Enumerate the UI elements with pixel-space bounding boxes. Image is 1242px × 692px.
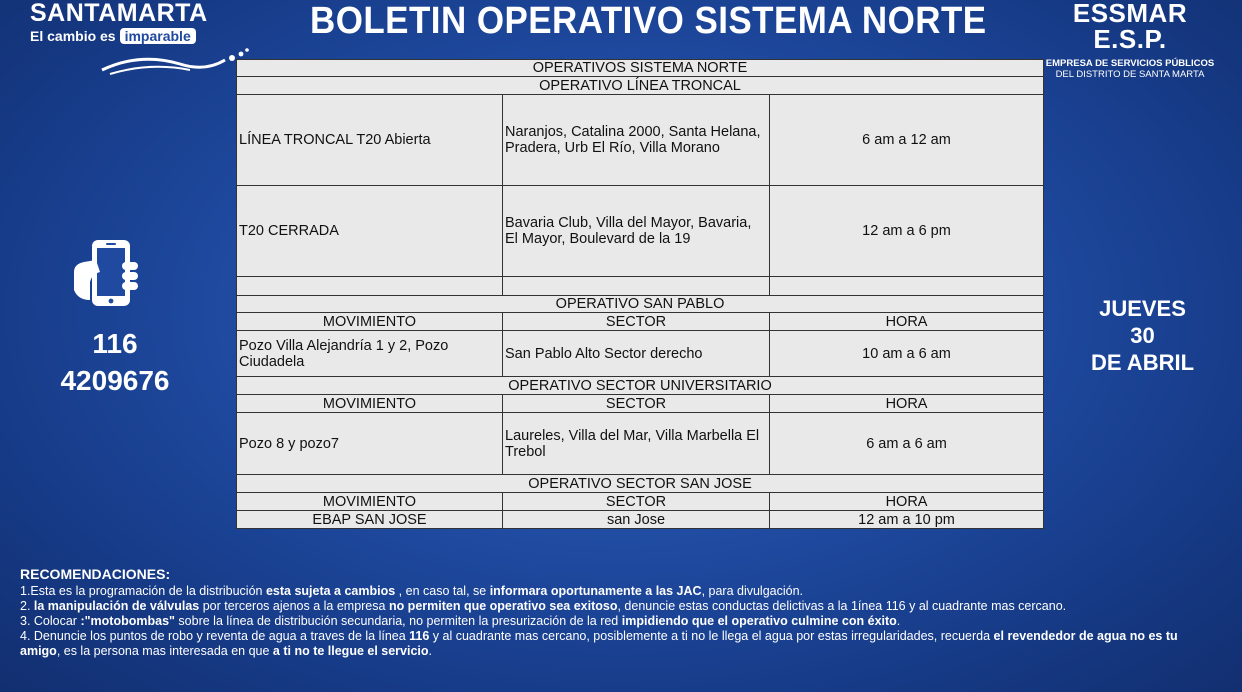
col-header-hora: HORA bbox=[770, 313, 1044, 331]
column-header-row bbox=[237, 493, 1044, 511]
col-header-sector: SECTOR bbox=[503, 493, 770, 511]
rec-text: 1.Esta es la programación de la distribución bbox=[20, 584, 266, 598]
section-title-universitario: OPERATIVO SECTOR UNIVERSITARIO bbox=[237, 377, 1044, 395]
rec-text: 3. Colocar bbox=[20, 614, 81, 628]
recommendation-item bbox=[20, 599, 1220, 614]
rec-emphasis: 116 bbox=[409, 629, 430, 643]
operations-table bbox=[236, 59, 1044, 529]
column-header-row bbox=[237, 313, 1044, 331]
movimiento-cell: T20 CERRADA bbox=[237, 186, 503, 277]
empty-cell bbox=[237, 277, 503, 296]
sector-cell: Naranjos, Catalina 2000, Santa Helana, Pradera, Urb El Río, Villa Morano bbox=[503, 95, 770, 186]
col-header-hora: HORA bbox=[770, 493, 1044, 511]
column-header-row bbox=[237, 395, 1044, 413]
col-header-movimiento: MOVIMIENTO bbox=[237, 493, 503, 511]
movimiento-cell: Pozo 8 y pozo7 bbox=[237, 413, 503, 475]
hora-cell: 6 am a 12 am bbox=[770, 95, 1044, 186]
rec-text: 2. bbox=[20, 599, 34, 613]
recommendations bbox=[20, 567, 1220, 659]
hora-cell: 12 am a 6 pm bbox=[770, 186, 1044, 277]
rec-text: , para divulgación. bbox=[701, 584, 804, 598]
section-title-sanjose: OPERATIVO SECTOR SAN JOSE bbox=[237, 475, 1044, 493]
rec-text: 4. Denuncie los puntos de robo y reventa de agua a traves de la línea bbox=[20, 629, 410, 643]
movimiento-cell: EBAP SAN JOSE bbox=[237, 511, 503, 529]
rec-text: . bbox=[896, 614, 901, 628]
empty-cell bbox=[770, 277, 1044, 296]
table-row bbox=[237, 331, 1044, 377]
table-title: OPERATIVOS SISTEMA NORTE bbox=[237, 60, 1044, 77]
hora-cell: 6 am a 6 am bbox=[770, 413, 1044, 475]
sector-cell: Bavaria Club, Villa del Mayor, Bavaria, El Mayor, Boulevard de la 19 bbox=[503, 186, 770, 277]
contact-phone-number: 4209676 bbox=[60, 365, 170, 396]
rec-emphasis: esta sujeta a cambios bbox=[265, 584, 396, 598]
santamarta-brand: SANTAMARTA bbox=[30, 0, 208, 27]
sector-cell: san Jose bbox=[503, 511, 770, 529]
rec-text: , denuncie estas conductas delictivas a la 1ínea 116 y al cuadrante mas cercano. bbox=[617, 599, 1067, 613]
page-title: BOLETIN OPERATIVO SISTEMA NORTE bbox=[310, 0, 987, 42]
rec-emphasis: impidiendo que el operativo culmine con éxito bbox=[621, 614, 897, 628]
rec-emphasis: informara oportunamente a las JAC bbox=[489, 584, 702, 598]
hora-cell: 12 am a 10 pm bbox=[770, 511, 1044, 529]
rec-text: . bbox=[428, 644, 433, 658]
date-number: 30 bbox=[1130, 323, 1155, 348]
col-header-hora: HORA bbox=[770, 395, 1044, 413]
tagline-text: El cambio es bbox=[30, 28, 116, 44]
rec-text: sobre la línea de distribución secundaria, no permiten la presurización de la red bbox=[174, 614, 622, 628]
recommendations-heading: RECOMENDACIONES: bbox=[20, 566, 171, 582]
empty-cell bbox=[503, 277, 770, 296]
rec-text: y al cuadrante mas cercano, posiblemente a ti no le llega el agua por estas irregularidades, recuerda bbox=[429, 629, 994, 643]
empty-row bbox=[237, 277, 1044, 296]
contact-line-116: 116 bbox=[92, 328, 138, 359]
date-month: DE ABRIL bbox=[1090, 350, 1195, 375]
recommendation-item bbox=[20, 629, 1220, 659]
essmar-brand: ESSMAR E.S.P. bbox=[1072, 0, 1188, 54]
wave-icon bbox=[100, 46, 250, 76]
essmar-subtitle-2: DEL DISTRITO DE SANTA MARTA bbox=[1055, 69, 1205, 80]
hora-cell: 10 am a 6 am bbox=[770, 331, 1044, 377]
rec-text: , en caso tal, se bbox=[395, 584, 490, 598]
rec-emphasis: :"motobombas" bbox=[80, 614, 175, 628]
col-header-movimiento: MOVIMIENTO bbox=[237, 395, 503, 413]
table-row bbox=[237, 511, 1044, 529]
table-row bbox=[237, 186, 1044, 277]
santamarta-logo bbox=[30, 0, 230, 75]
section-row bbox=[237, 475, 1044, 493]
col-header-movimiento: MOVIMIENTO bbox=[237, 313, 503, 331]
col-header-sector: SECTOR bbox=[503, 395, 770, 413]
phone-in-hand-icon bbox=[70, 238, 142, 310]
sector-cell: San Pablo Alto Sector derecho bbox=[503, 331, 770, 377]
table-header-row bbox=[237, 60, 1044, 77]
movimiento-cell: LÍNEA TRONCAL T20 Abierta bbox=[237, 95, 503, 186]
logo-tagline bbox=[30, 28, 230, 44]
tagline-highlight: imparable bbox=[120, 28, 196, 44]
contact-numbers bbox=[40, 325, 190, 399]
section-row bbox=[237, 296, 1044, 313]
movimiento-cell: Pozo Villa Alejandría 1 y 2, Pozo Ciudadela bbox=[237, 331, 503, 377]
section-row bbox=[237, 377, 1044, 395]
rec-emphasis: a ti no te llegue el servicio bbox=[272, 644, 429, 658]
section-row bbox=[237, 77, 1044, 95]
col-header-sector: SECTOR bbox=[503, 313, 770, 331]
bulletin-date bbox=[1085, 295, 1200, 376]
section-title-troncal: OPERATIVO LÍNEA TRONCAL bbox=[237, 77, 1044, 95]
recommendation-item bbox=[20, 584, 1220, 599]
recommendation-item bbox=[20, 614, 1220, 629]
essmar-subtitle-1: EMPRESA DE SERVICIOS PÚBLICOS bbox=[1045, 58, 1215, 69]
rec-emphasis: el revendedor de agua no es tu amigo bbox=[20, 629, 1178, 658]
table-row bbox=[237, 413, 1044, 475]
rec-text: , es la persona mas interesada en que bbox=[56, 644, 273, 658]
rec-text: por terceros ajenos a la empresa bbox=[199, 599, 389, 613]
sector-cell: Laureles, Villa del Mar, Villa Marbella El Trebol bbox=[503, 413, 770, 475]
table-row bbox=[237, 95, 1044, 186]
section-title-sanpablo: OPERATIVO SAN PABLO bbox=[237, 296, 1044, 313]
essmar-logo bbox=[1040, 0, 1220, 80]
rec-emphasis: la manipulación de válvulas bbox=[33, 599, 200, 613]
rec-emphasis: no permiten que operativo sea exitoso bbox=[388, 599, 618, 613]
date-day: JUEVES bbox=[1099, 296, 1186, 321]
